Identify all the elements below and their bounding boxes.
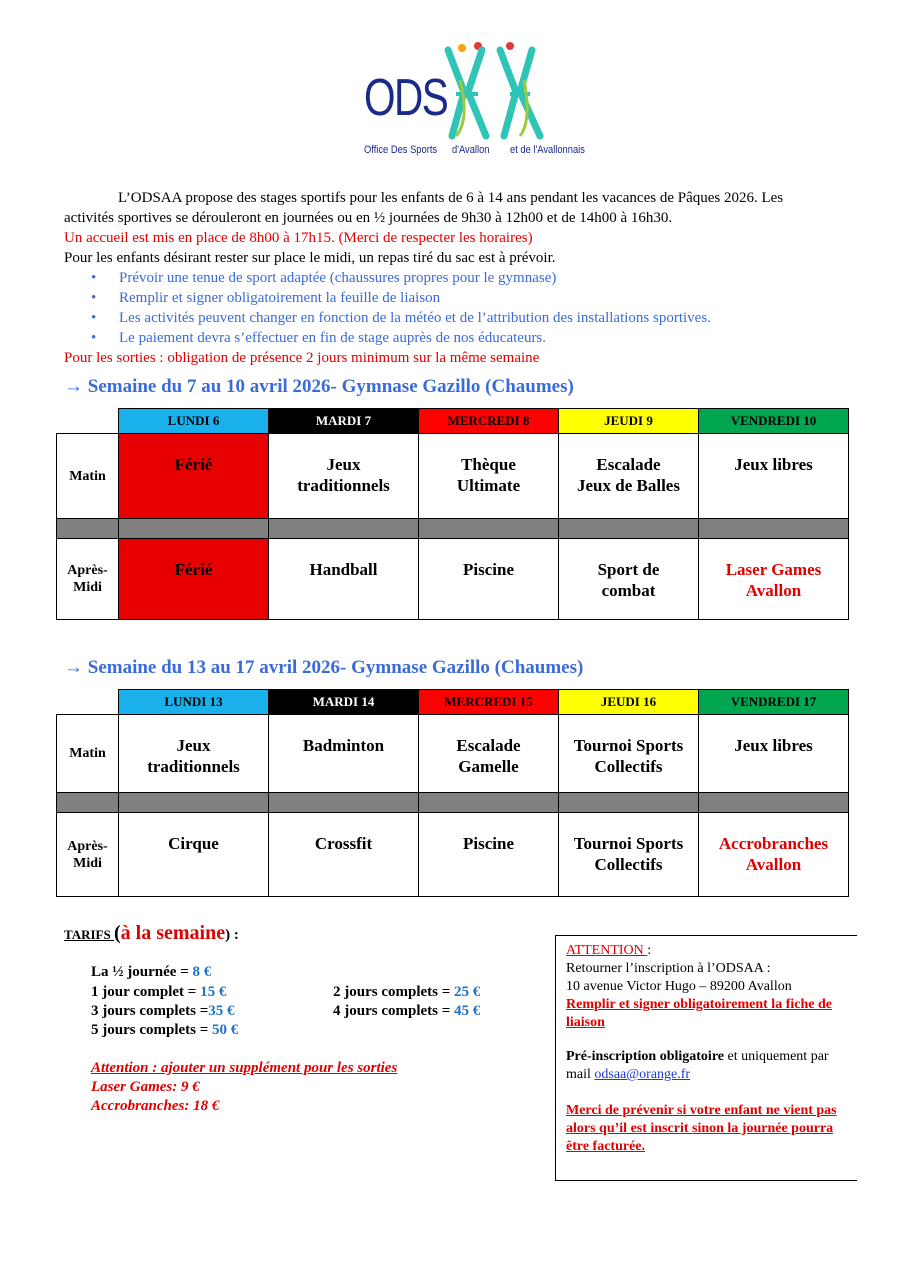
email-link[interactable]: odsaa@orange.fr <box>594 1067 691 1082</box>
activity-cell: Badminton <box>269 715 419 793</box>
midi-text: Pour les enfants désirant rester sur place le midi, un repas tiré du sac est à prévoir. <box>64 250 556 266</box>
activity-cell: Jeux libres <box>699 434 849 519</box>
remplir-line-1: Remplir et signer obligatoirement la fiche de <box>566 997 832 1012</box>
laser-price: Laser Games: 9 € <box>91 1079 200 1095</box>
day-header: VENDREDI 10 <box>699 409 849 434</box>
sorties-text: Pour les sorties : obligation de présence 2 jours minimum sur la même semaine <box>64 350 540 366</box>
activity-cell: Piscine <box>419 813 559 897</box>
activity-cell: Crossfit <box>269 813 419 897</box>
day-header: MERCREDI 15 <box>419 690 559 715</box>
activity-cell: Accrobranches Avallon <box>699 813 849 897</box>
activity-cell: Escalade Jeux de Balles <box>559 434 699 519</box>
mail-line: mail odsaa@orange.fr <box>566 1067 691 1082</box>
row-label-apres-midi: Après- Midi <box>57 813 119 897</box>
day-header: MERCREDI 8 <box>419 409 559 434</box>
merci-line-3: être facturée. <box>566 1139 646 1154</box>
tarif-demi: La ½ journée = 8 € <box>91 964 212 980</box>
logo-office-text: Office Des Sports <box>364 144 438 156</box>
day-header: LUNDI 6 <box>119 409 269 434</box>
instructions-list <box>64 268 864 348</box>
tarif-1-jour: 1 jour complet = 15 € <box>91 984 227 1000</box>
activity-cell: Sport de combat <box>559 539 699 620</box>
tarif-2-jours: 2 jours complets = 25 € <box>333 984 481 1000</box>
day-header: JEUDI 9 <box>559 409 699 434</box>
row-label-matin: Matin <box>57 434 119 519</box>
separator-row <box>57 793 849 813</box>
attention-box <box>555 935 857 1181</box>
day-header: MARDI 14 <box>269 690 419 715</box>
merci-line-1: Merci de prévenir si votre enfant ne vient pas <box>566 1103 837 1118</box>
activity-cell: Jeux traditionnels <box>119 715 269 793</box>
tarif-5-jours: 5 jours complets = 50 € <box>91 1022 239 1038</box>
activity-cell: Escalade Gamelle <box>419 715 559 793</box>
week2-apres-row <box>57 813 849 897</box>
logo-avallon-text: d'Avallon <box>452 144 490 156</box>
logo-ods-text: ODS <box>364 69 448 127</box>
activity-cell: Jeux traditionnels <box>269 434 419 519</box>
activity-cell: Férié <box>119 539 269 620</box>
tarif-3-jours: 3 jours complets =35 € <box>91 1003 235 1019</box>
day-header: VENDREDI 17 <box>699 690 849 715</box>
day-header: MARDI 7 <box>269 409 419 434</box>
intro-line-1: L’ODSAA propose des stages sportifs pour les enfants de 6 à 14 ans pendant les vacances de Pâques 2026. Les <box>118 190 784 206</box>
week1-matin-row <box>57 434 849 519</box>
tarif-4-jours: 4 jours complets = 45 € <box>333 1003 481 1019</box>
day-header: LUNDI 13 <box>119 690 269 715</box>
list-item: • Prévoir une tenue de sport adaptée (chaussures propres pour le gymnase) <box>64 268 864 288</box>
activity-cell: Thèque Ultimate <box>419 434 559 519</box>
accueil-text: Un accueil est mis en place de 8h00 à 17h15. (Merci de respecter les horaires) <box>64 230 533 246</box>
week1-title: → Semaine du 7 au 10 avril 2026- Gymnase Gazillo (Chaumes) <box>64 376 574 397</box>
week2-header-row <box>57 690 849 715</box>
activity-cell: Tournoi Sports Collectifs <box>559 813 699 897</box>
week1-header-row <box>57 409 849 434</box>
list-item: • Remplir et signer obligatoirement la feuille de liaison <box>64 288 864 308</box>
intro-section <box>64 188 864 368</box>
activity-cell: Handball <box>269 539 419 620</box>
separator-row <box>57 519 849 539</box>
week1-schedule-table <box>56 408 849 620</box>
address-text: 10 avenue Victor Hugo – 89200 Avallon <box>566 979 792 994</box>
preinscription-text: Pré-inscription obligatoire et uniquement par <box>566 1049 829 1064</box>
tarifs-title: TARIFS (à la semaine) : <box>64 922 239 944</box>
week2-title: → Semaine du 13 au 17 avril 2026- Gymnase Gazillo (Chaumes) <box>64 657 584 678</box>
row-label-apres-midi: Après- Midi <box>57 539 119 620</box>
attention-title: ATTENTION : <box>566 943 652 958</box>
accro-price: Accrobranches: 18 € <box>91 1098 220 1114</box>
activity-cell: Laser Games Avallon <box>699 539 849 620</box>
day-header: JEUDI 16 <box>559 690 699 715</box>
list-item: • Les activités peuvent changer en fonction de la météo et de l’attribution des installations sportives. <box>64 308 864 328</box>
week2-schedule-table <box>56 689 849 897</box>
activity-cell: Jeux libres <box>699 715 849 793</box>
arrow-right-icon: → <box>64 657 83 678</box>
activity-cell: Férié <box>119 434 269 519</box>
intro-line-2: activités sportives se dérouleront en journées ou en ½ journées de 9h30 à 12h00 et de 14h00 à 16h30. <box>64 210 673 226</box>
remplir-line-2: liaison <box>566 1015 605 1030</box>
arrow-right-icon: → <box>64 376 83 397</box>
activity-cell: Piscine <box>419 539 559 620</box>
week2-matin-row <box>57 715 849 793</box>
logo-avallonnais-text: et de l'Avallonnais <box>510 144 585 156</box>
list-item: • Le paiement devra s’effectuer en fin de stage auprès de nos éducateurs. <box>64 328 864 348</box>
merci-line-2: alors qu’il est inscrit sinon la journée pourra <box>566 1121 834 1136</box>
activity-cell: Cirque <box>119 813 269 897</box>
odsaa-logo <box>360 40 600 170</box>
retour-text: Retourner l’inscription à l’ODSAA : <box>566 961 771 976</box>
row-label-matin: Matin <box>57 715 119 793</box>
week1-apres-row <box>57 539 849 620</box>
activity-cell: Tournoi Sports Collectifs <box>559 715 699 793</box>
supplement-note: Attention : ajouter un supplément pour les sorties <box>91 1060 398 1076</box>
